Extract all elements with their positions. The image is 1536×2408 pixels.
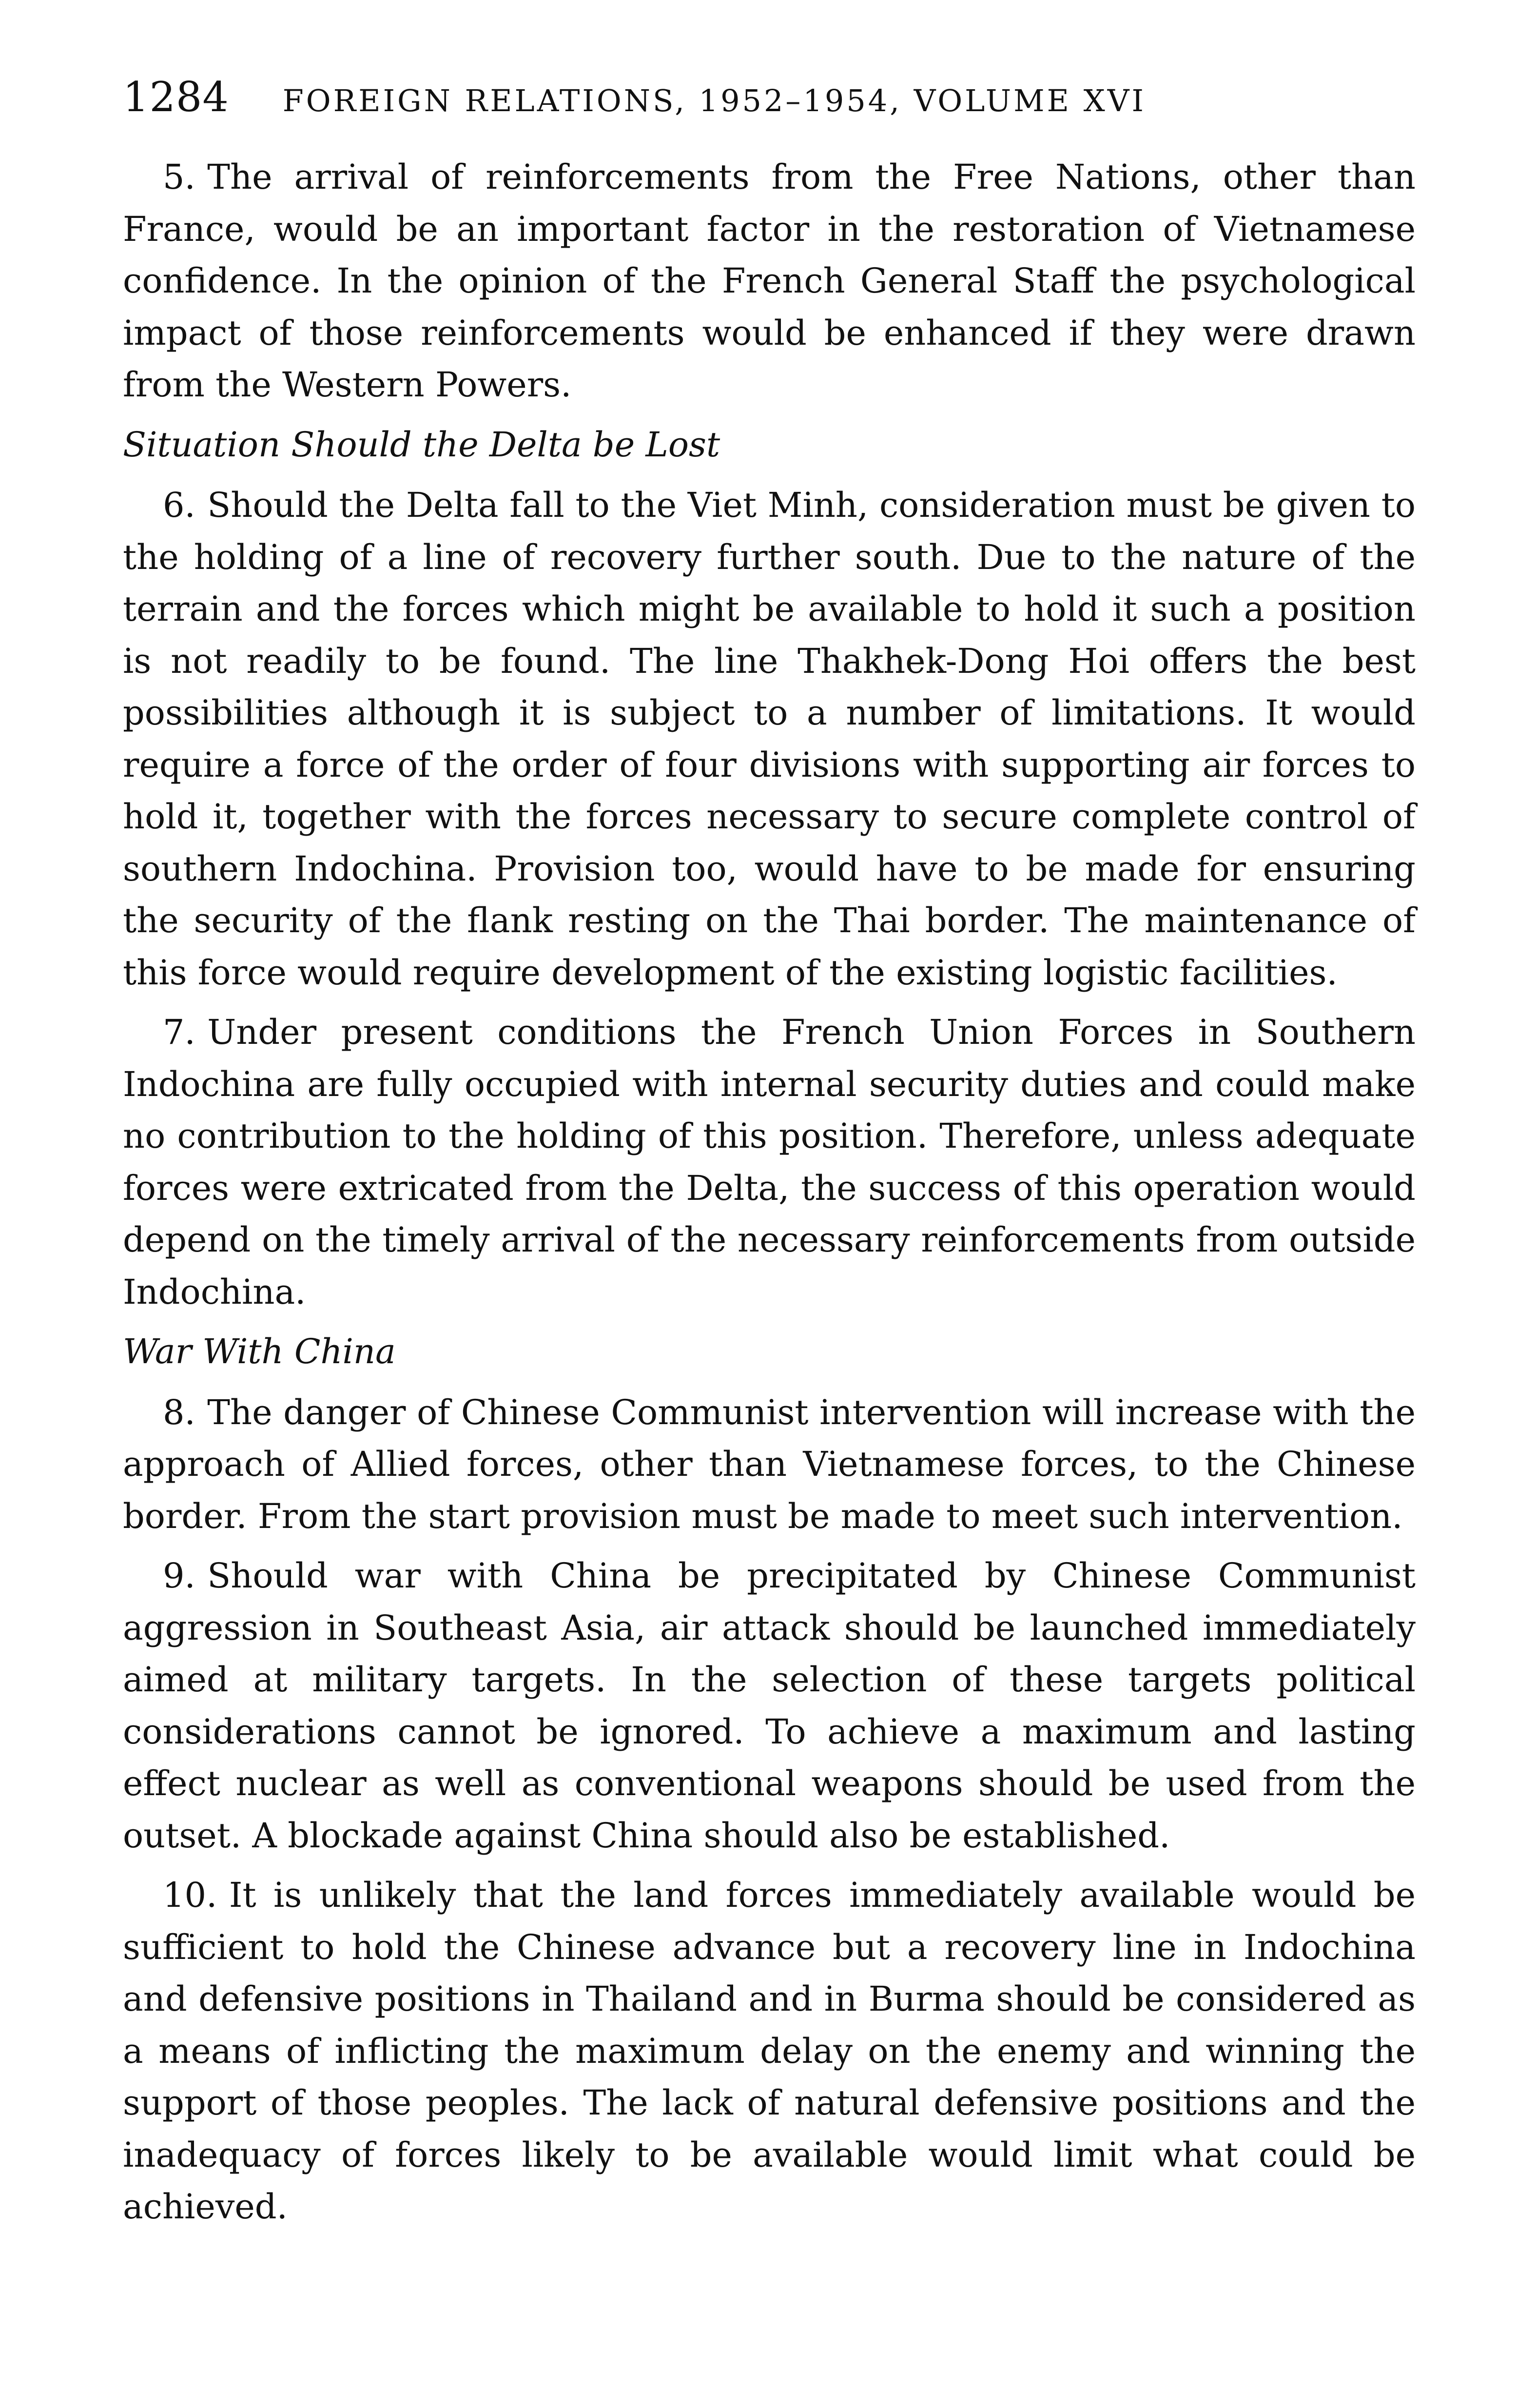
paragraph-number: 10.: [163, 1875, 217, 1915]
paragraph-number: 9.: [163, 1556, 195, 1596]
subheading-war-with-china: War With China: [123, 1331, 396, 1371]
paragraph-number: 6.: [163, 485, 195, 525]
paragraph-text: Under present conditions the French Union Forces in Southern Indochina are fully occupied with internal security duties and could make no contribution to the holding of this position. Therefore, unless adequate forces were extricated from the Delta, the success of this operation would depend on the timely arrival of the necessary reinforcements from outside Indochina.: [123, 1012, 1416, 1312]
running-head-title: FOREIGN RELATIONS, 1952–1954, VOLUME XVI: [282, 83, 1147, 118]
paragraph-text: The danger of Chinese Communist intervention will increase with the approach of Allied forces, other than Vietnamese forces, to the Chinese border. From the start provision must be made to meet such intervention.: [123, 1392, 1416, 1536]
paragraph-text: It is unlikely that the land forces immediately available would be sufficient to hold the Chinese advance but a recovery line in Indochina and defensive positions in Thailand and in Burma should be considered as a means of inflicting the maximum delay on the enemy and winning the support of those peoples. The lack of natural defensive positions and the inadequacy of forces likely to be available would limit what could be achieved.: [123, 1875, 1416, 2227]
page-number: 1284: [123, 73, 229, 121]
running-head: [123, 73, 1416, 127]
paragraph-number: 5.: [163, 157, 195, 197]
paragraph-5: [123, 151, 1416, 411]
paragraph-9: [123, 1550, 1416, 1861]
paragraph-6: [123, 479, 1416, 998]
paragraph-text: The arrival of reinforcements from the Free Nations, other than France, would be an important factor in the restoration of Vietnamese confidence. In the opinion of the French General Staff the psychological impact of those reinforcements would be enhanced if they were drawn from the Western Powers.: [123, 157, 1416, 405]
paragraph-text: Should war with China be precipitated by Chinese Communist aggression in Southeast Asia, air attack should be launched immediately aimed at military targets. In the selection of these targets political considerations cannot be ignored. To achieve a maximum and lasting effect nuclear as well as conventional weapons should be used from the outset. A blockade against China should also be established.: [123, 1556, 1416, 1856]
paragraph-10: [123, 1869, 1416, 2233]
subheading-delta-lost: Situation Should the Delta be Lost: [123, 424, 720, 465]
paragraph-text: Should the Delta fall to the Viet Minh, consideration must be given to the holding of a line of recovery further south. Due to the nature of the terrain and the forces which might be available to hold it such a position is not readily to be found. The line Thakhek-Dong Hoi offers the best possibilities although it is subject to a number of limitations. It would require a force of the order of four divisions with supporting air forces to hold it, together with the forces necessary to secure complete control of southern Indochina. Provision too, would have to be made for ensuring the security of the flank resting on the Thai border. The maintenance of this force would require development of the existing logistic facilities.: [123, 485, 1416, 993]
paragraph-7: [123, 1006, 1416, 1318]
paragraph-number: 7.: [163, 1012, 195, 1052]
document-page: [123, 73, 1416, 2241]
paragraph-number: 8.: [163, 1392, 195, 1432]
paragraph-8: [123, 1387, 1416, 1543]
